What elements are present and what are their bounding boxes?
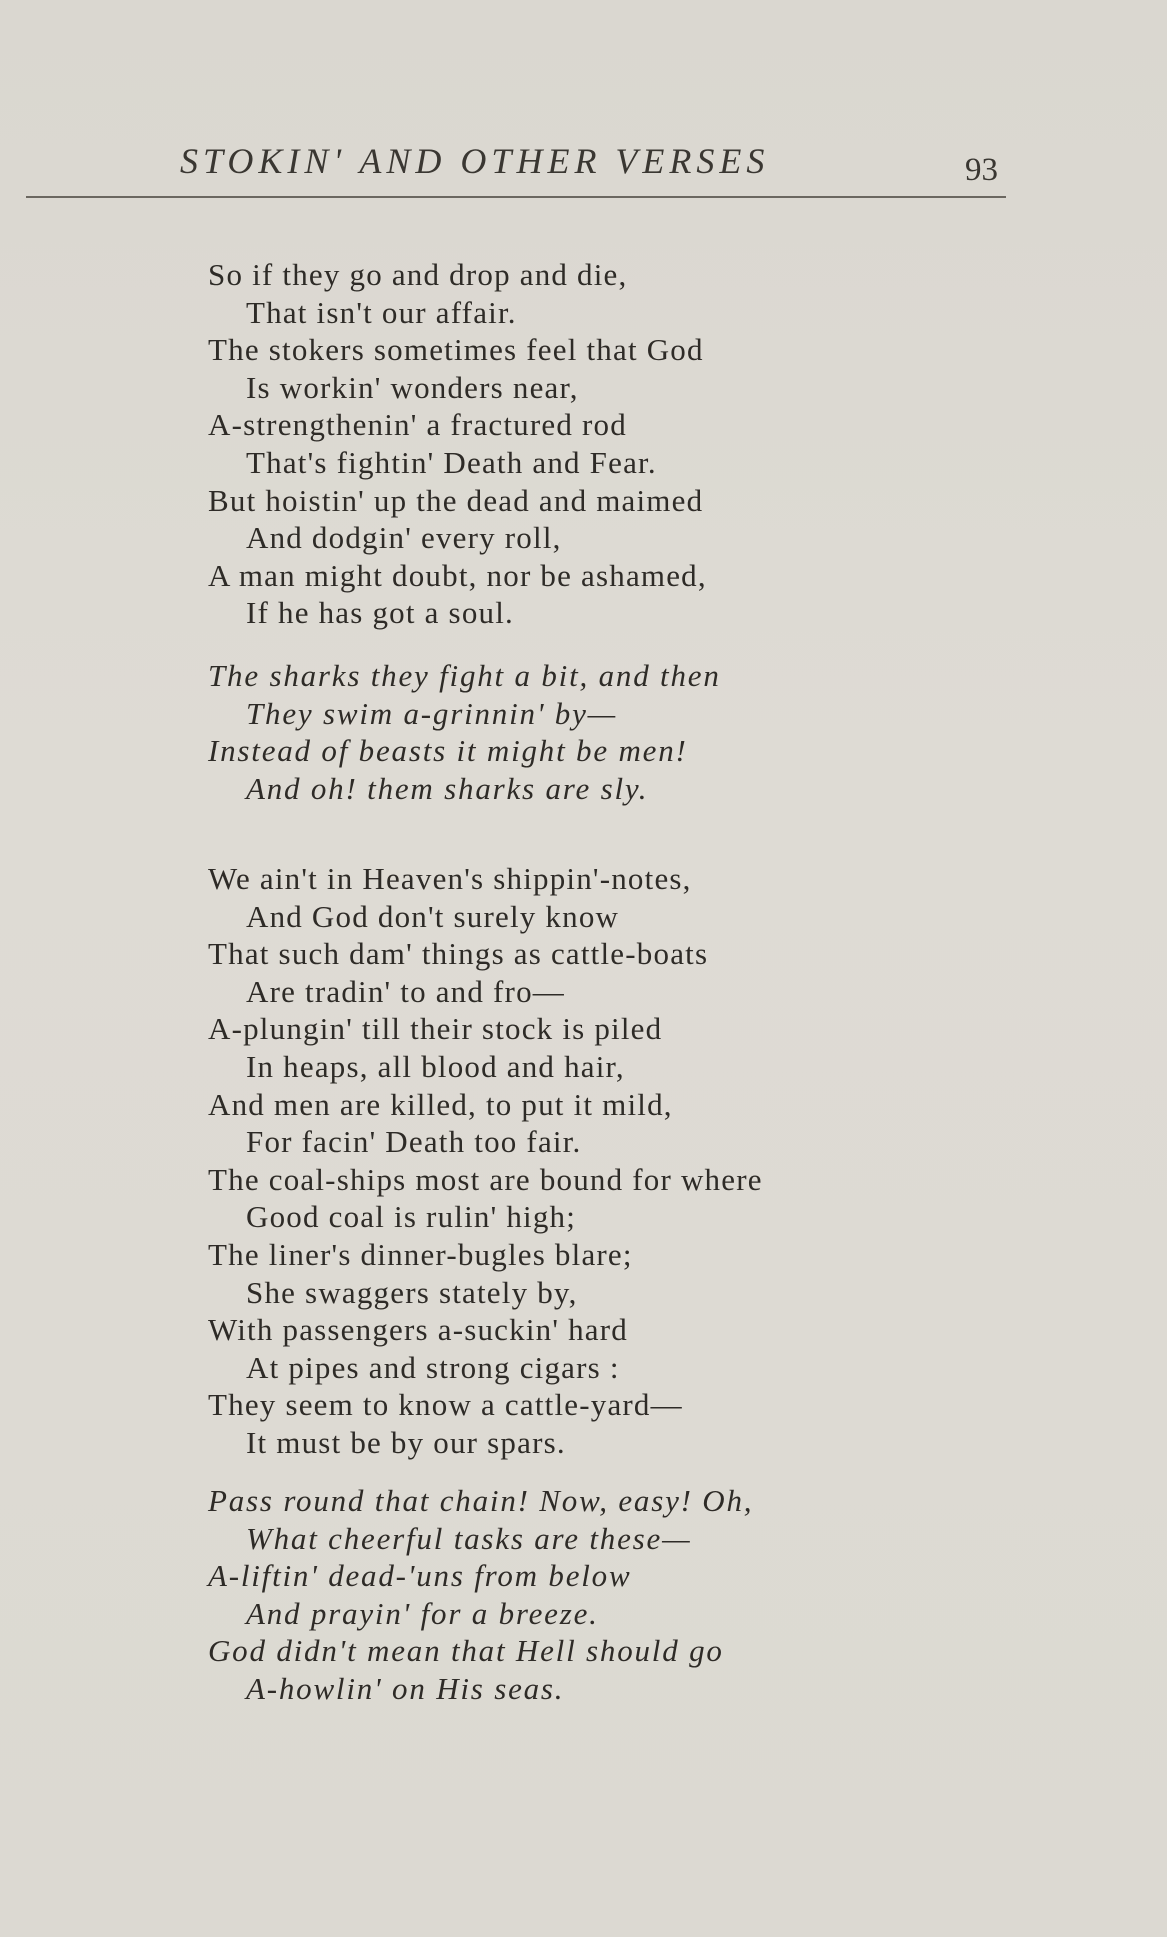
verse-line: If he has got a soul. — [246, 595, 514, 631]
verse-line: What cheerful tasks are these— — [246, 1520, 692, 1556]
verse-line: They seem to know a cattle-yard— — [208, 1387, 683, 1423]
verse-line: But hoistin' up the dead and maimed — [208, 482, 704, 518]
verse-line: A man might doubt, nor be ashamed, — [208, 557, 707, 593]
verse-line: Is workin' wonders near, — [246, 369, 579, 405]
verse-line: It must be by our spars. — [246, 1424, 566, 1460]
stanza-3 — [208, 860, 1108, 1462]
verse-line: That such dam' things as cattle-boats — [208, 936, 709, 972]
stanza-4-refrain — [208, 1482, 1108, 1708]
verse-line: The coal-ships most are bound for where — [208, 1161, 763, 1197]
verse-line: They swim a-grinnin' by— — [246, 695, 618, 731]
verse-line: Good coal is rulin' high; — [246, 1199, 577, 1235]
running-title: STOKIN' AND OTHER VERSES — [180, 141, 770, 181]
verse-line: And dodgin' every roll, — [246, 520, 562, 556]
verse-line: The liner's dinner-bugles blare; — [208, 1236, 633, 1272]
verse-line: The sharks they fight a bit, and then — [208, 658, 721, 693]
verse-line: And God don't surely know — [246, 898, 620, 934]
verse-line: We ain't in Heaven's shippin'-notes, — [208, 861, 692, 896]
verse-line: She swaggers stately by, — [246, 1274, 578, 1310]
verse-line: And prayin' for a breeze. — [246, 1595, 599, 1631]
verse-line: Are tradin' to and fro— — [246, 973, 565, 1009]
verse-line: A-liftin' dead-'uns from below — [208, 1558, 632, 1594]
verse-line: That isn't our affair. — [246, 294, 517, 330]
verse-line: That's fightin' Death and Fear. — [246, 444, 657, 480]
verse-line: So if they go and drop and die, — [208, 257, 628, 292]
verse-line: The stokers sometimes feel that God — [208, 332, 704, 368]
verse-line: And men are killed, to put it mild, — [208, 1086, 673, 1122]
stanza-2-refrain — [208, 657, 1108, 807]
verse-line: A-strengthenin' a fractured rod — [208, 407, 627, 443]
verse-line: And oh! them sharks are sly. — [246, 770, 649, 806]
verse-line: In heaps, all blood and hair, — [246, 1048, 625, 1084]
verse-line: With passengers a-suckin' hard — [208, 1312, 628, 1348]
verse-line: A-howlin' on His seas. — [246, 1670, 565, 1706]
page-number: 93 — [965, 152, 998, 188]
verse-line: For facin' Death too fair. — [246, 1124, 582, 1160]
stanza-1 — [208, 256, 1108, 632]
verse-line: Pass round that chain! Now, easy! Oh, — [208, 1483, 754, 1518]
verse-line: At pipes and strong cigars : — [246, 1349, 620, 1385]
verse-line: A-plungin' till their stock is piled — [208, 1011, 663, 1047]
header-rule — [26, 196, 1006, 198]
verse-line: Instead of beasts it might be men! — [208, 733, 688, 769]
verse-line: God didn't mean that Hell should go — [208, 1633, 724, 1669]
